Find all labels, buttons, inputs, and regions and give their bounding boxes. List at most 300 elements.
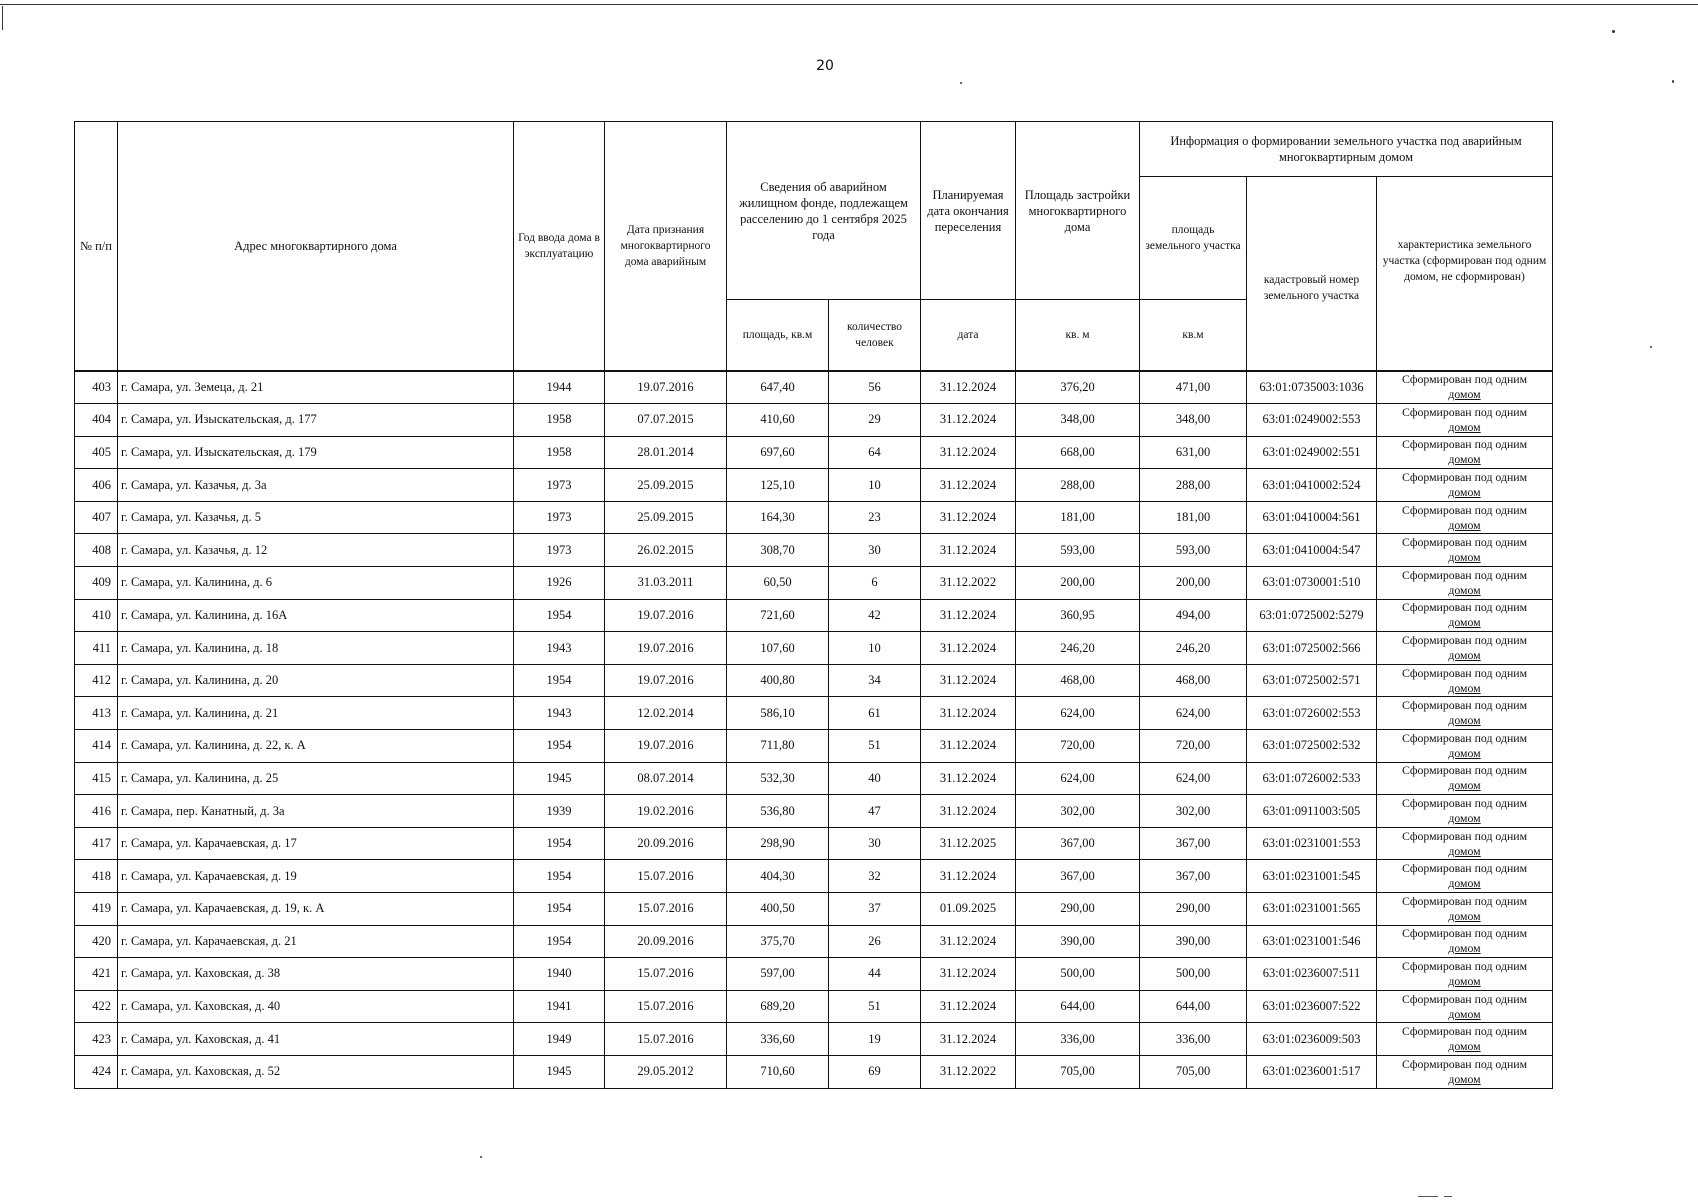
table-row (75, 925, 1553, 958)
date-recognized-cell: 19.07.2016 (605, 371, 727, 404)
year-cell: 1954 (514, 827, 605, 860)
scan-speck (1612, 30, 1615, 33)
row-num: 419 (75, 893, 118, 926)
address-cell: г. Самара, ул. Калинина, д. 16А (118, 599, 514, 632)
land-area-cell: 494,00 (1140, 599, 1247, 632)
address-cell: г. Самара, ул. Калинина, д. 18 (118, 632, 514, 665)
cadastral-cell: 63:01:0735003:1036 (1247, 371, 1377, 404)
land-area-cell: 500,00 (1140, 958, 1247, 991)
land-char-cell (1377, 1055, 1553, 1088)
header-planned-date: Планируемая дата окончания переселения (921, 122, 1016, 300)
header-unit-build: кв. м (1016, 300, 1140, 371)
land-char-line-1: Сформирован под одним (1401, 470, 1528, 485)
table-row (75, 827, 1553, 860)
fund-area-cell: 710,60 (727, 1055, 829, 1088)
row-num: 418 (75, 860, 118, 893)
row-num: 417 (75, 827, 118, 860)
land-char-cell (1377, 990, 1553, 1023)
land-char-line-1: Сформирован под одним (1401, 633, 1528, 648)
land-char-cell (1377, 534, 1553, 567)
land-char-line-1: Сформирован под одним (1401, 535, 1528, 550)
scan-speck (1650, 346, 1652, 348)
left-margin-mark (2, 6, 3, 30)
land-char-line-1: Сформирован под одним (1401, 600, 1528, 615)
land-char-line-1: Сформирован под одним (1401, 730, 1528, 745)
fund-area-cell: 400,50 (727, 893, 829, 926)
land-area-cell: 644,00 (1140, 990, 1247, 1023)
land-char-line-2: домом (1448, 550, 1481, 565)
planned-date-cell: 31.12.2024 (921, 795, 1016, 828)
header-land-area: площадь земельного участка (1140, 177, 1247, 300)
table-row (75, 664, 1553, 697)
land-char-line-2: домом (1448, 941, 1481, 956)
date-recognized-cell: 19.07.2016 (605, 730, 727, 763)
planned-date-cell: 31.12.2024 (921, 664, 1016, 697)
date-recognized-cell: 29.05.2012 (605, 1055, 727, 1088)
scan-speck (1672, 80, 1674, 83)
row-num: 405 (75, 436, 118, 469)
cadastral-cell: 63:01:0725002:571 (1247, 664, 1377, 697)
year-cell: 1954 (514, 925, 605, 958)
date-recognized-cell: 20.09.2016 (605, 925, 727, 958)
address-cell: г. Самара, ул. Каховская, д. 52 (118, 1055, 514, 1088)
address-cell: г. Самара, ул. Карачаевская, д. 19 (118, 860, 514, 893)
fund-people-cell: 44 (829, 958, 921, 991)
land-char-cell (1377, 599, 1553, 632)
table-row (75, 501, 1553, 534)
row-num: 404 (75, 404, 118, 437)
header-num: № п/п (75, 122, 118, 371)
emergency-housing-table (74, 121, 1553, 1089)
scan-speck (960, 82, 962, 84)
scan-mark (1418, 1196, 1438, 1197)
build-area-cell: 336,00 (1016, 1023, 1140, 1056)
table-row (75, 990, 1553, 1023)
land-area-cell: 288,00 (1140, 469, 1247, 502)
fund-people-cell: 42 (829, 599, 921, 632)
table-row (75, 534, 1553, 567)
table-row (75, 404, 1553, 437)
planned-date-cell: 31.12.2022 (921, 567, 1016, 600)
land-char-line-1: Сформирован под одним (1401, 861, 1528, 876)
year-cell: 1958 (514, 436, 605, 469)
year-cell: 1945 (514, 1055, 605, 1088)
date-recognized-cell: 19.07.2016 (605, 632, 727, 665)
build-area-cell: 302,00 (1016, 795, 1140, 828)
header-unit-land: кв.м (1140, 300, 1247, 371)
land-area-cell: 246,20 (1140, 632, 1247, 665)
fund-area-cell: 125,10 (727, 469, 829, 502)
date-recognized-cell: 28.01.2014 (605, 436, 727, 469)
cadastral-cell: 63:01:0911003:505 (1247, 795, 1377, 828)
land-char-cell (1377, 664, 1553, 697)
land-area-cell: 471,00 (1140, 371, 1247, 404)
scan-speck (480, 1156, 482, 1158)
fund-people-cell: 10 (829, 632, 921, 665)
year-cell: 1954 (514, 599, 605, 632)
year-cell: 1940 (514, 958, 605, 991)
land-char-line-1: Сформирован под одним (1401, 1024, 1528, 1039)
header-land-group: Информация о формировании земельного участка под аварийным многоквартирным домом (1140, 122, 1553, 177)
fund-area-cell: 711,80 (727, 730, 829, 763)
table-row (75, 599, 1553, 632)
row-num: 411 (75, 632, 118, 665)
year-cell: 1973 (514, 534, 605, 567)
row-num: 407 (75, 501, 118, 534)
cadastral-cell: 63:01:0249002:551 (1247, 436, 1377, 469)
land-char-cell (1377, 762, 1553, 795)
year-cell: 1958 (514, 404, 605, 437)
year-cell: 1945 (514, 762, 605, 795)
land-area-cell: 390,00 (1140, 925, 1247, 958)
land-char-cell (1377, 893, 1553, 926)
cadastral-cell: 63:01:0410004:547 (1247, 534, 1377, 567)
fund-area-cell: 647,40 (727, 371, 829, 404)
address-cell: г. Самара, ул. Калинина, д. 25 (118, 762, 514, 795)
table-row (75, 469, 1553, 502)
land-area-cell: 468,00 (1140, 664, 1247, 697)
table-row (75, 762, 1553, 795)
cadastral-cell: 63:01:0231001:565 (1247, 893, 1377, 926)
build-area-cell: 705,00 (1016, 1055, 1140, 1088)
land-area-cell: 200,00 (1140, 567, 1247, 600)
address-cell: г. Самара, ул. Калинина, д. 22, к. А (118, 730, 514, 763)
fund-area-cell: 375,70 (727, 925, 829, 958)
build-area-cell: 468,00 (1016, 664, 1140, 697)
row-num: 412 (75, 664, 118, 697)
cadastral-cell: 63:01:0231001:546 (1247, 925, 1377, 958)
fund-area-cell: 586,10 (727, 697, 829, 730)
build-area-cell: 290,00 (1016, 893, 1140, 926)
fund-people-cell: 37 (829, 893, 921, 926)
fund-people-cell: 26 (829, 925, 921, 958)
land-char-line-1: Сформирован под одним (1401, 958, 1528, 973)
row-num: 410 (75, 599, 118, 632)
fund-area-cell: 697,60 (727, 436, 829, 469)
year-cell: 1954 (514, 664, 605, 697)
planned-date-cell: 31.12.2024 (921, 925, 1016, 958)
land-area-cell: 593,00 (1140, 534, 1247, 567)
land-char-cell (1377, 632, 1553, 665)
land-area-cell: 348,00 (1140, 404, 1247, 437)
address-cell: г. Самара, ул. Карачаевская, д. 21 (118, 925, 514, 958)
date-recognized-cell: 19.02.2016 (605, 795, 727, 828)
table-row (75, 860, 1553, 893)
cadastral-cell: 63:01:0236007:522 (1247, 990, 1377, 1023)
address-cell: г. Самара, ул. Земеца, д. 21 (118, 371, 514, 404)
fund-people-cell: 32 (829, 860, 921, 893)
land-char-line-2: домом (1448, 843, 1481, 858)
address-cell: г. Самара, ул. Каховская, д. 40 (118, 990, 514, 1023)
build-area-cell: 348,00 (1016, 404, 1140, 437)
fund-people-cell: 51 (829, 730, 921, 763)
fund-people-cell: 40 (829, 762, 921, 795)
land-char-line-1: Сформирован под одним (1401, 1056, 1528, 1071)
header-cadastral: кадастровый номер земельного участка (1247, 177, 1377, 371)
planned-date-cell: 31.12.2024 (921, 1023, 1016, 1056)
cadastral-cell: 63:01:0249002:553 (1247, 404, 1377, 437)
year-cell: 1944 (514, 371, 605, 404)
fund-people-cell: 64 (829, 436, 921, 469)
cadastral-cell: 63:01:0231001:553 (1247, 827, 1377, 860)
header-date-recognized: Дата признания многоквартирного дома аварийным (605, 122, 727, 371)
planned-date-cell: 31.12.2022 (921, 1055, 1016, 1088)
land-char-line-2: домом (1448, 778, 1481, 793)
row-num: 409 (75, 567, 118, 600)
table-row (75, 436, 1553, 469)
table-row (75, 1055, 1553, 1088)
land-char-cell (1377, 860, 1553, 893)
land-area-cell: 367,00 (1140, 827, 1247, 860)
land-char-line-2: домом (1448, 876, 1481, 891)
address-cell: г. Самара, ул. Калинина, д. 20 (118, 664, 514, 697)
header-unit-date: дата (921, 300, 1016, 371)
planned-date-cell: 31.12.2024 (921, 762, 1016, 795)
planned-date-cell: 31.12.2024 (921, 436, 1016, 469)
land-char-line-2: домом (1448, 582, 1481, 597)
land-char-cell (1377, 925, 1553, 958)
row-num: 424 (75, 1055, 118, 1088)
land-char-cell (1377, 469, 1553, 502)
address-cell: г. Самара, ул. Казачья, д. 3а (118, 469, 514, 502)
address-cell: г. Самара, ул. Казачья, д. 5 (118, 501, 514, 534)
planned-date-cell: 31.12.2024 (921, 469, 1016, 502)
address-cell: г. Самара, ул. Каховская, д. 41 (118, 1023, 514, 1056)
cadastral-cell: 63:01:0410002:524 (1247, 469, 1377, 502)
row-num: 414 (75, 730, 118, 763)
planned-date-cell: 31.12.2024 (921, 404, 1016, 437)
land-char-cell (1377, 827, 1553, 860)
land-area-cell: 624,00 (1140, 697, 1247, 730)
cadastral-cell: 63:01:0725002:532 (1247, 730, 1377, 763)
year-cell: 1943 (514, 632, 605, 665)
table-row (75, 371, 1553, 404)
build-area-cell: 181,00 (1016, 501, 1140, 534)
fund-area-cell: 336,60 (727, 1023, 829, 1056)
land-char-line-2: домом (1448, 1006, 1481, 1021)
fund-people-cell: 69 (829, 1055, 921, 1088)
land-char-cell (1377, 567, 1553, 600)
land-char-line-1: Сформирован под одним (1401, 567, 1528, 582)
table-row (75, 1023, 1553, 1056)
planned-date-cell: 31.12.2024 (921, 599, 1016, 632)
land-char-cell (1377, 730, 1553, 763)
build-area-cell: 376,20 (1016, 371, 1140, 404)
table-row (75, 697, 1553, 730)
land-char-line-2: домом (1448, 452, 1481, 467)
planned-date-cell: 31.12.2024 (921, 730, 1016, 763)
land-char-cell (1377, 958, 1553, 991)
address-cell: г. Самара, ул. Казачья, д. 12 (118, 534, 514, 567)
land-char-line-1: Сформирован под одним (1401, 926, 1528, 941)
build-area-cell: 593,00 (1016, 534, 1140, 567)
date-recognized-cell: 19.07.2016 (605, 664, 727, 697)
land-char-cell (1377, 1023, 1553, 1056)
date-recognized-cell: 07.07.2015 (605, 404, 727, 437)
planned-date-cell: 31.12.2024 (921, 860, 1016, 893)
land-char-line-1: Сформирован под одним (1401, 404, 1528, 419)
year-cell: 1954 (514, 893, 605, 926)
fund-people-cell: 30 (829, 534, 921, 567)
land-char-line-1: Сформирован под одним (1401, 372, 1528, 387)
row-num: 422 (75, 990, 118, 1023)
build-area-cell: 367,00 (1016, 827, 1140, 860)
fund-area-cell: 400,80 (727, 664, 829, 697)
fund-area-cell: 689,20 (727, 990, 829, 1023)
land-char-line-1: Сформирован под одним (1401, 763, 1528, 778)
land-area-cell: 705,00 (1140, 1055, 1247, 1088)
table-body (75, 371, 1553, 1089)
cadastral-cell: 63:01:0725002:566 (1247, 632, 1377, 665)
row-num: 420 (75, 925, 118, 958)
page-number: 20 (816, 58, 834, 74)
table-row (75, 730, 1553, 763)
year-cell: 1973 (514, 469, 605, 502)
address-cell: г. Самара, ул. Калинина, д. 21 (118, 697, 514, 730)
land-area-cell: 624,00 (1140, 762, 1247, 795)
build-area-cell: 246,20 (1016, 632, 1140, 665)
date-recognized-cell: 15.07.2016 (605, 860, 727, 893)
land-char-line-1: Сформирован под одним (1401, 828, 1528, 843)
address-cell: г. Самара, ул. Каховская, д. 38 (118, 958, 514, 991)
table-row (75, 958, 1553, 991)
cadastral-cell: 63:01:0725002:5279 (1247, 599, 1377, 632)
year-cell: 1954 (514, 860, 605, 893)
land-char-cell (1377, 436, 1553, 469)
fund-area-cell: 60,50 (727, 567, 829, 600)
land-char-line-2: домом (1448, 811, 1481, 826)
land-char-line-2: домом (1448, 680, 1481, 695)
build-area-cell: 500,00 (1016, 958, 1140, 991)
land-char-cell (1377, 501, 1553, 534)
build-area-cell: 288,00 (1016, 469, 1140, 502)
build-area-cell: 668,00 (1016, 436, 1140, 469)
fund-area-cell: 298,90 (727, 827, 829, 860)
land-char-line-1: Сформирован под одним (1401, 893, 1528, 908)
land-char-line-2: домом (1448, 973, 1481, 988)
year-cell: 1973 (514, 501, 605, 534)
build-area-cell: 720,00 (1016, 730, 1140, 763)
row-num: 413 (75, 697, 118, 730)
land-char-line-2: домом (1448, 1071, 1481, 1086)
land-area-cell: 302,00 (1140, 795, 1247, 828)
fund-people-cell: 6 (829, 567, 921, 600)
land-char-line-2: домом (1448, 745, 1481, 760)
land-char-line-1: Сформирован под одним (1401, 991, 1528, 1006)
fund-area-cell: 536,80 (727, 795, 829, 828)
date-recognized-cell: 25.09.2015 (605, 469, 727, 502)
cadastral-cell: 63:01:0236007:511 (1247, 958, 1377, 991)
header-fund-people: количество человек (829, 300, 921, 371)
fund-area-cell: 404,30 (727, 860, 829, 893)
address-cell: г. Самара, ул. Изыскательская, д. 177 (118, 404, 514, 437)
table-row (75, 632, 1553, 665)
land-area-cell: 290,00 (1140, 893, 1247, 926)
date-recognized-cell: 15.07.2016 (605, 1023, 727, 1056)
cadastral-cell: 63:01:0726002:553 (1247, 697, 1377, 730)
land-area-cell: 631,00 (1140, 436, 1247, 469)
date-recognized-cell: 19.07.2016 (605, 599, 727, 632)
cadastral-cell: 63:01:0236009:503 (1247, 1023, 1377, 1056)
cadastral-cell: 63:01:0726002:533 (1247, 762, 1377, 795)
year-cell: 1939 (514, 795, 605, 828)
planned-date-cell: 31.12.2024 (921, 534, 1016, 567)
land-char-line-2: домом (1448, 419, 1481, 434)
row-num: 406 (75, 469, 118, 502)
year-cell: 1954 (514, 730, 605, 763)
row-num: 415 (75, 762, 118, 795)
fund-area-cell: 164,30 (727, 501, 829, 534)
land-area-cell: 181,00 (1140, 501, 1247, 534)
date-recognized-cell: 12.02.2014 (605, 697, 727, 730)
planned-date-cell: 31.12.2024 (921, 697, 1016, 730)
fund-area-cell: 597,00 (727, 958, 829, 991)
land-char-line-2: домом (1448, 908, 1481, 923)
header-land-char: характеристика земельного участка (сформирован под одним домом, не сформирован) (1377, 177, 1553, 371)
address-cell: г. Самара, ул. Изыскательская, д. 179 (118, 436, 514, 469)
fund-people-cell: 23 (829, 501, 921, 534)
fund-people-cell: 10 (829, 469, 921, 502)
table-row (75, 893, 1553, 926)
planned-date-cell: 31.12.2024 (921, 501, 1016, 534)
land-char-line-2: домом (1448, 485, 1481, 500)
fund-area-cell: 308,70 (727, 534, 829, 567)
fund-people-cell: 51 (829, 990, 921, 1023)
address-cell: г. Самара, ул. Карачаевская, д. 17 (118, 827, 514, 860)
table-row (75, 795, 1553, 828)
land-char-line-2: домом (1448, 648, 1481, 663)
land-char-line-1: Сформирован под одним (1401, 796, 1528, 811)
land-char-line-2: домом (1448, 387, 1481, 402)
cadastral-cell: 63:01:0236001:517 (1247, 1055, 1377, 1088)
fund-area-cell: 410,60 (727, 404, 829, 437)
scan-mark (1444, 1196, 1452, 1197)
date-recognized-cell: 08.07.2014 (605, 762, 727, 795)
table-row (75, 567, 1553, 600)
land-char-line-1: Сформирован под одним (1401, 698, 1528, 713)
land-area-cell: 720,00 (1140, 730, 1247, 763)
date-recognized-cell: 15.07.2016 (605, 893, 727, 926)
land-char-line-1: Сформирован под одним (1401, 502, 1528, 517)
fund-area-cell: 721,60 (727, 599, 829, 632)
header-fund-group: Сведения об аварийном жилищном фонде, подлежащем расселению до 1 сентября 2025 года (727, 122, 921, 300)
date-recognized-cell: 15.07.2016 (605, 990, 727, 1023)
land-char-cell (1377, 404, 1553, 437)
top-rule (0, 4, 1698, 5)
header-year: Год ввода дома в эксплуатацию (514, 122, 605, 371)
fund-area-cell: 107,60 (727, 632, 829, 665)
land-char-line-1: Сформирован под одним (1401, 437, 1528, 452)
build-area-cell: 390,00 (1016, 925, 1140, 958)
cadastral-cell: 63:01:0231001:545 (1247, 860, 1377, 893)
fund-people-cell: 19 (829, 1023, 921, 1056)
fund-people-cell: 29 (829, 404, 921, 437)
land-char-line-2: домом (1448, 517, 1481, 532)
land-char-cell (1377, 697, 1553, 730)
date-recognized-cell: 31.03.2011 (605, 567, 727, 600)
planned-date-cell: 31.12.2024 (921, 371, 1016, 404)
year-cell: 1943 (514, 697, 605, 730)
fund-people-cell: 61 (829, 697, 921, 730)
land-char-line-1: Сформирован под одним (1401, 665, 1528, 680)
date-recognized-cell: 25.09.2015 (605, 501, 727, 534)
row-num: 403 (75, 371, 118, 404)
cadastral-cell: 63:01:0730001:510 (1247, 567, 1377, 600)
fund-people-cell: 47 (829, 795, 921, 828)
build-area-cell: 624,00 (1016, 762, 1140, 795)
planned-date-cell: 31.12.2025 (921, 827, 1016, 860)
build-area-cell: 360,95 (1016, 599, 1140, 632)
